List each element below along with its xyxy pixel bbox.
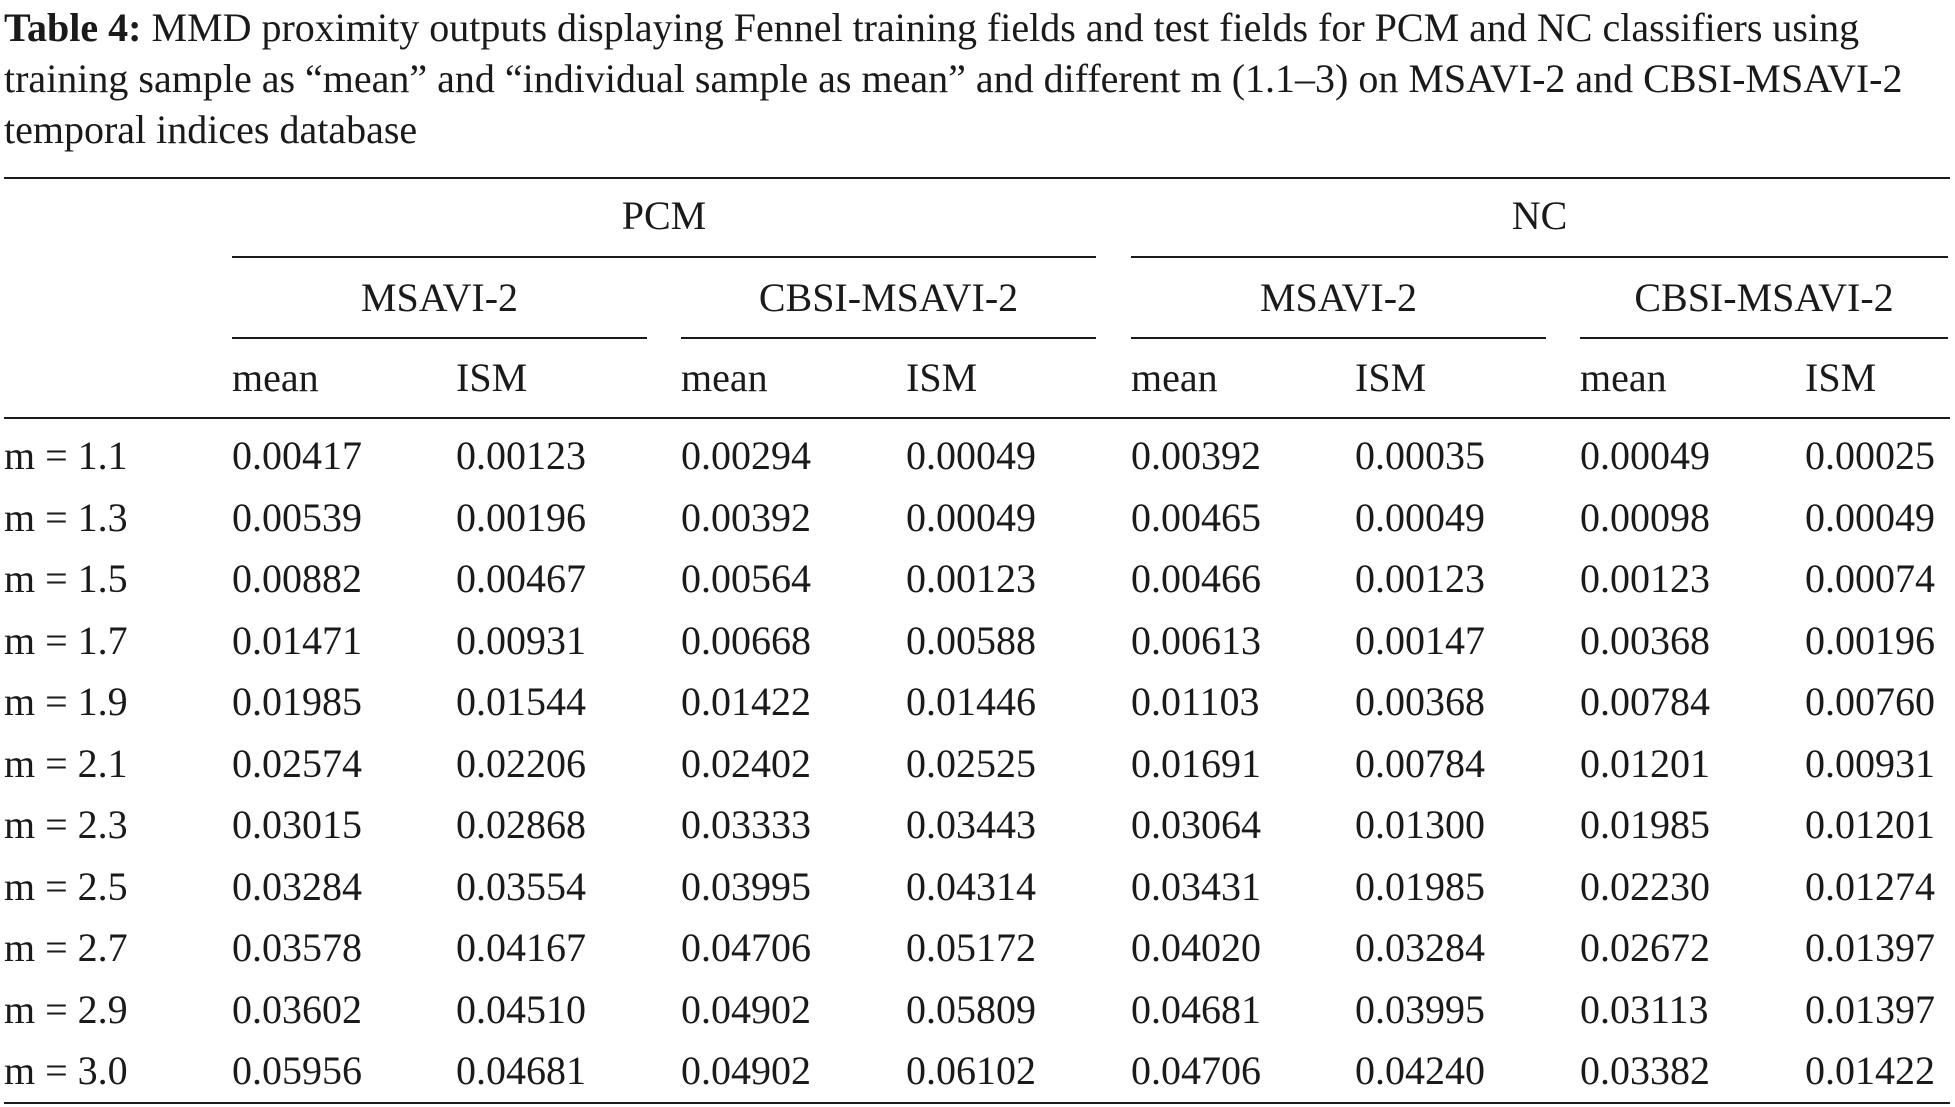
table-cell: 0.01985 [1580,802,1710,847]
row-label: m = 2.7 [4,925,128,970]
table-cell: 0.03333 [681,802,811,847]
row-label: m = 1.3 [4,495,128,540]
table-cell: 0.00049 [1580,433,1710,478]
table-cell: 0.05172 [906,925,1036,970]
row-label: m = 1.5 [4,556,128,601]
table-top-rule [4,177,1950,179]
table-cell: 0.01201 [1580,741,1710,786]
table-cell: 0.04510 [456,987,586,1032]
row-label: m = 1.9 [4,679,128,724]
table-cell: 0.04314 [906,864,1036,909]
table-cell: 0.00564 [681,556,811,601]
table-cell: 0.03431 [1131,864,1261,909]
table-cell: 0.00392 [681,495,811,540]
table-cell: 0.00368 [1580,618,1710,663]
table-cell: 0.00196 [1805,618,1935,663]
table-cell: 0.01397 [1805,987,1935,1032]
table-cell: 0.03382 [1580,1048,1710,1093]
table-cell: 0.01422 [1805,1048,1935,1093]
table-caption [4,2,1950,155]
table-cell: 0.04902 [681,1048,811,1093]
table-cell: 0.00294 [681,433,811,478]
group-underline-nc [1131,256,1948,258]
table-cell: 0.00760 [1805,679,1935,724]
table-cell: 0.02206 [456,741,586,786]
table-cell: 0.03995 [681,864,811,909]
subheader-mean: mean [1131,355,1218,400]
table-cell: 0.05956 [232,1048,362,1093]
table-cell: 0.00882 [232,556,362,601]
subheader-ism: ISM [1355,355,1427,400]
group-underline-pcm [232,256,1096,258]
table-cell: 0.01446 [906,679,1036,724]
table-cell: 0.03602 [232,987,362,1032]
subheader-ism: ISM [906,355,978,400]
table-cell: 0.00025 [1805,433,1935,478]
table-cell: 0.04240 [1355,1048,1485,1093]
header-bottom-rule [4,417,1950,419]
table-cell: 0.01471 [232,618,362,663]
table-cell: 0.03015 [232,802,362,847]
index-header: MSAVI-2 [360,275,519,320]
table-bottom-rule [4,1102,1950,1104]
table-cell: 0.03578 [232,925,362,970]
index-underline [1131,337,1546,339]
table-cell: 0.03113 [1580,987,1709,1032]
table-cell: 0.04706 [1131,1048,1261,1093]
table-cell: 0.04681 [456,1048,586,1093]
table-cell: 0.00392 [1131,433,1261,478]
row-label: m = 2.5 [4,864,128,909]
table-cell: 0.00049 [1355,495,1485,540]
table-cell: 0.01422 [681,679,811,724]
table-cell: 0.00784 [1580,679,1710,724]
table-cell: 0.05809 [906,987,1036,1032]
table-cell: 0.03284 [1355,925,1485,970]
index-underline [232,337,647,339]
table-cell: 0.00417 [232,433,362,478]
table-cell: 0.03443 [906,802,1036,847]
table-cell: 0.01103 [1131,679,1260,724]
table-cell: 0.03995 [1355,987,1485,1032]
index-header: CBSI-MSAVI-2 [758,275,1019,320]
index-underline [1580,337,1948,339]
table-cell: 0.02574 [232,741,362,786]
table-cell: 0.00668 [681,618,811,663]
table-cell: 0.04706 [681,925,811,970]
table-cell: 0.01300 [1355,802,1485,847]
table-cell: 0.00931 [1805,741,1935,786]
table-cell: 0.03064 [1131,802,1261,847]
table-caption-label: Table 4: [4,5,142,50]
row-label: m = 2.3 [4,802,128,847]
table-cell: 0.00123 [1580,556,1710,601]
table-cell: 0.02230 [1580,864,1710,909]
group-header-pcm: PCM [621,193,707,238]
table-cell: 0.00931 [456,618,586,663]
table-cell: 0.04167 [456,925,586,970]
group-header-nc: NC [1511,193,1568,238]
table-cell: 0.00588 [906,618,1036,663]
subheader-ism: ISM [1805,355,1877,400]
table-cell: 0.01691 [1131,741,1261,786]
table-cell: 0.00123 [456,433,586,478]
table-cell: 0.00196 [456,495,586,540]
subheader-mean: mean [1580,355,1667,400]
table-cell: 0.06102 [906,1048,1036,1093]
table-cell: 0.04020 [1131,925,1261,970]
table-cell: 0.00098 [1580,495,1710,540]
table-cell: 0.01201 [1805,802,1935,847]
table-cell: 0.01544 [456,679,586,724]
row-label: m = 3.0 [4,1048,128,1093]
table-cell: 0.00123 [1355,556,1485,601]
table-cell: 0.01274 [1805,864,1935,909]
table-cell: 0.00539 [232,495,362,540]
subheader-ism: ISM [456,355,528,400]
index-underline [681,337,1096,339]
table-cell: 0.00049 [1805,495,1935,540]
table-cell: 0.02402 [681,741,811,786]
table-cell: 0.02868 [456,802,586,847]
table-cell: 0.00147 [1355,618,1485,663]
table-caption-text: MMD proximity outputs displaying Fennel training fields and test fields for PCM and NC classifiers using training sample as “mean” and “individual sample as mean” and different m (1.1–3) on MSAVI-2 and CBSI-MSAVI-2 temporal indices database [4,5,1903,152]
index-header: MSAVI-2 [1259,275,1418,320]
subheader-mean: mean [681,355,768,400]
table-cell: 0.00368 [1355,679,1485,724]
table-cell: 0.04681 [1131,987,1261,1032]
table-cell: 0.01985 [1355,864,1485,909]
table-cell: 0.00123 [906,556,1036,601]
table-cell: 0.04902 [681,987,811,1032]
table-cell: 0.00049 [906,495,1036,540]
index-header: CBSI-MSAVI-2 [1634,275,1894,320]
row-label: m = 1.7 [4,618,128,663]
table-cell: 0.00613 [1131,618,1261,663]
table-cell: 0.00049 [906,433,1036,478]
subheader-mean: mean [232,355,319,400]
table-cell: 0.00074 [1805,556,1935,601]
table-cell: 0.00465 [1131,495,1261,540]
table-cell: 0.00784 [1355,741,1485,786]
row-label: m = 2.1 [4,741,128,786]
table-cell: 0.03284 [232,864,362,909]
row-label: m = 2.9 [4,987,128,1032]
table-cell: 0.02525 [906,741,1036,786]
row-label: m = 1.1 [4,433,128,478]
table-cell: 0.01397 [1805,925,1935,970]
table-cell: 0.00466 [1131,556,1261,601]
table-cell: 0.01985 [232,679,362,724]
table-cell: 0.02672 [1580,925,1710,970]
table-cell: 0.00467 [456,556,586,601]
table-cell: 0.00035 [1355,433,1485,478]
table-cell: 0.03554 [456,864,586,909]
